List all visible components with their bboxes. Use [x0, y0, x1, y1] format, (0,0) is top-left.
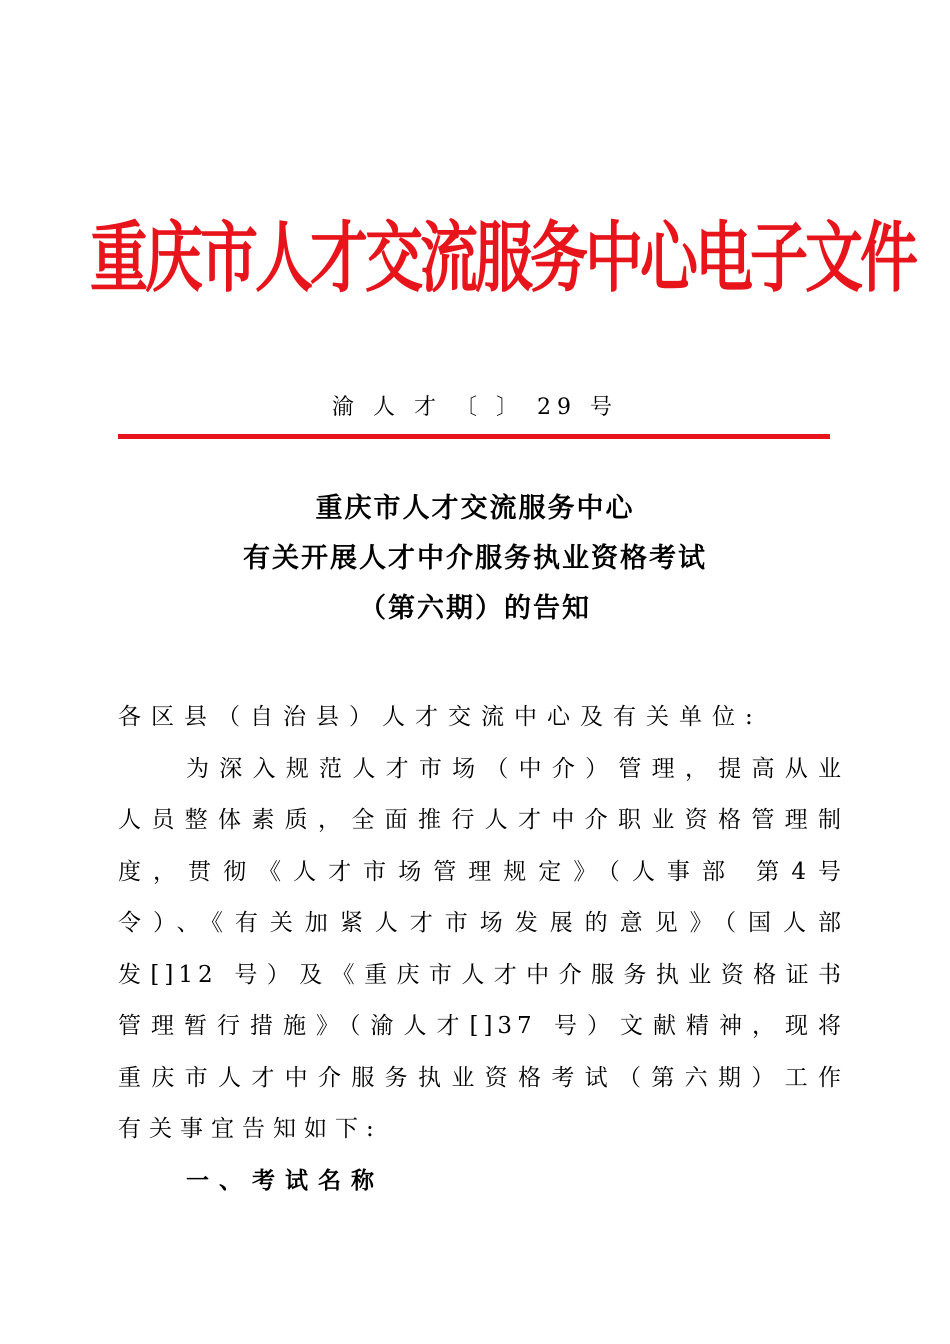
section-heading: 一、考试名称 [186, 1167, 384, 1194]
title-line-1: 重庆市人才交流服务中心 [315, 493, 635, 524]
document-number: 渝 人 才 〔 〕 29 号 [332, 395, 618, 420]
title-line-3: （第六期）的告知 [359, 593, 591, 624]
paragraph-line-2: 人员整体素质，全面推行人才中介职业资格管理制 [118, 807, 846, 833]
paragraph-line-3: 度，贯彻《人才市场管理规定》（人事部 第4号 [118, 858, 846, 885]
paragraph-line-8: 有关事宜告知如下: [118, 1116, 382, 1142]
red-divider-line [118, 434, 830, 439]
title-line-2: 有关开展人才中介服务执业资格考试 [243, 543, 707, 574]
paragraph-line-7: 重庆市人才中介服务执业资格考试（第六期）工作 [118, 1064, 846, 1091]
document-title [100, 484, 850, 634]
salutation: 各区县（自治县）人才交流中心及有关单位: [118, 704, 763, 730]
paragraph-line-1: 为深入规范人才市场（中介）管理，提高从业 [186, 755, 846, 782]
paragraph-line-5: 发[]12 号）及《重庆市人才中介服务执业资格证书 [118, 961, 846, 988]
document-body [118, 692, 846, 1207]
paragraph-line-4: 令）、《有关加紧人才市场发展的意见》（国人部 [118, 910, 846, 936]
masthead-title: 重庆市人才交流服务中心电子文件 [90, 213, 916, 303]
paragraph-line-6: 管理暂行措施》（渝人才[]37 号）文献精神，现将 [118, 1013, 846, 1039]
